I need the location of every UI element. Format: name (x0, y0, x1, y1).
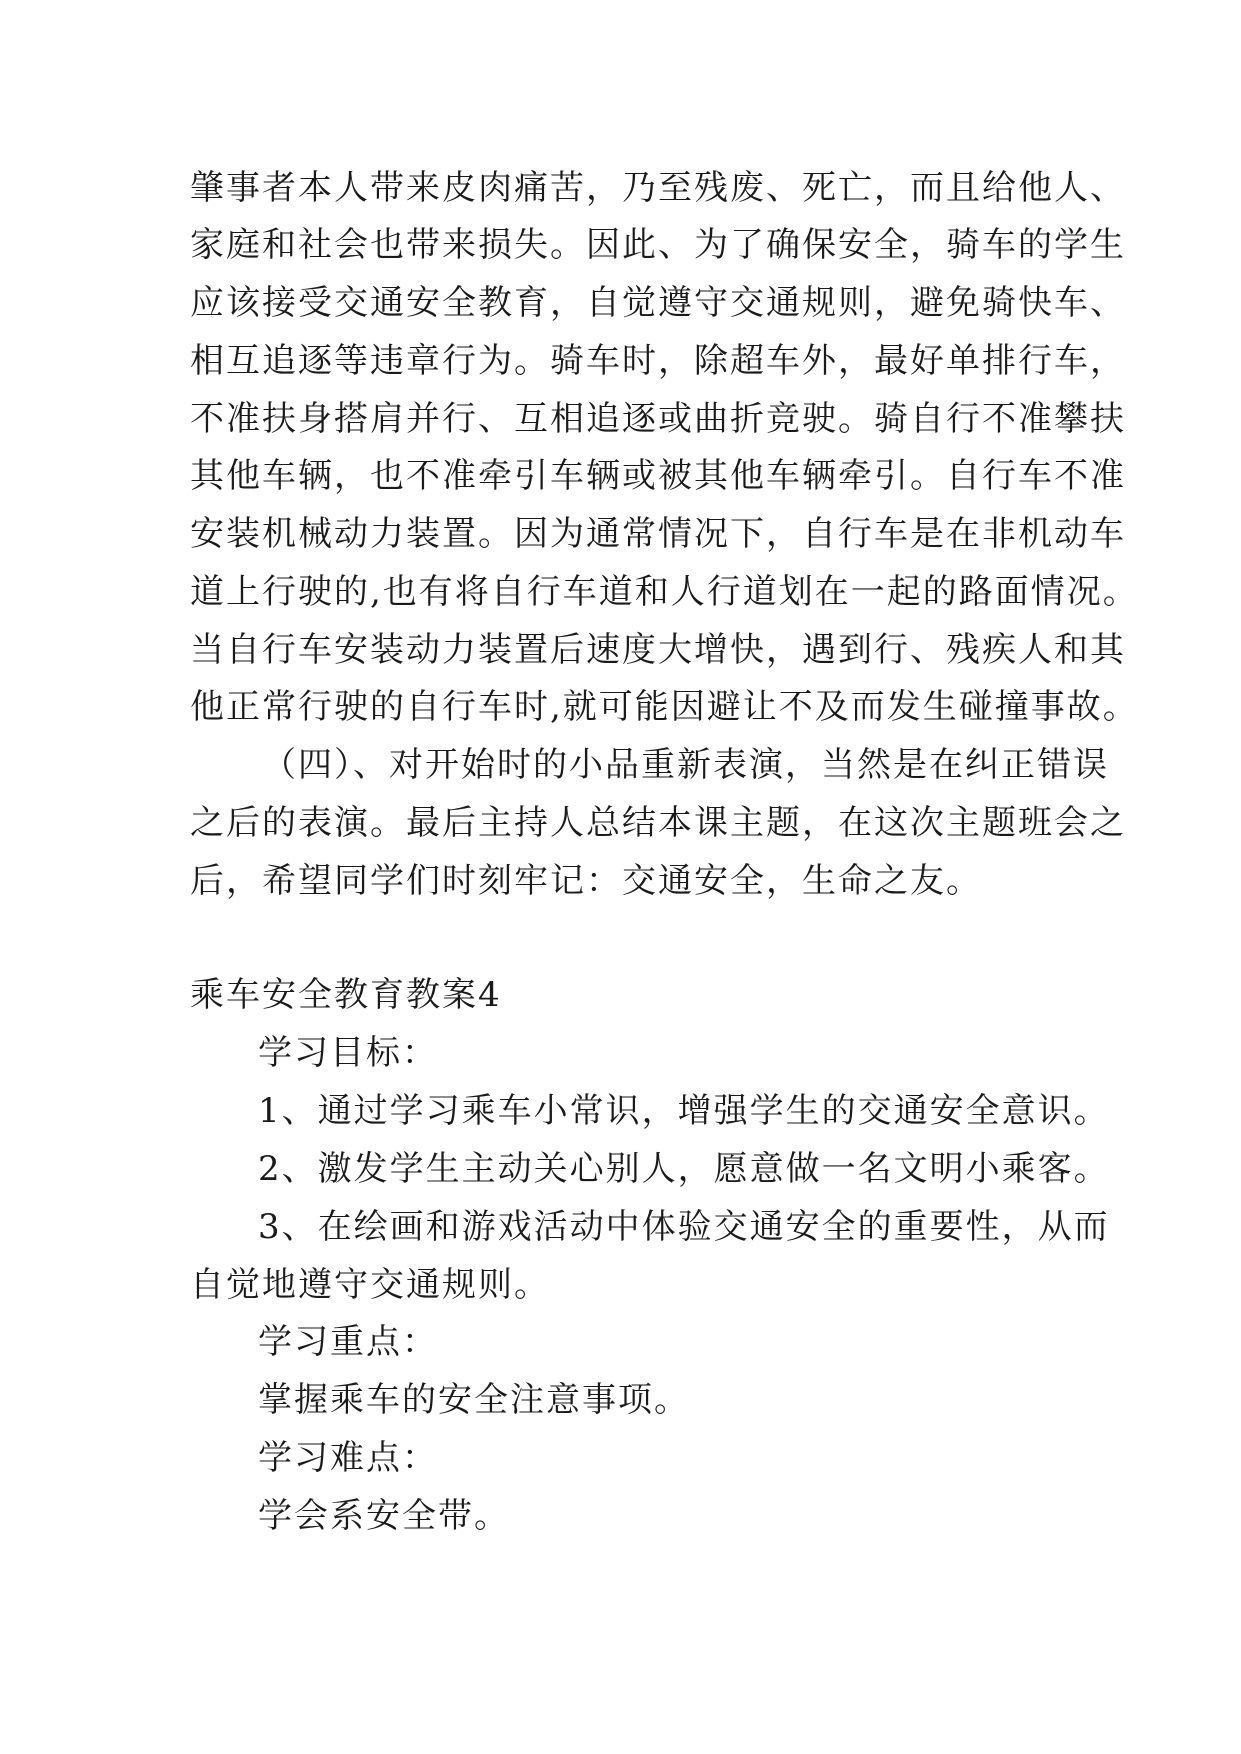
paragraph1-line-5: 不准扶身搭肩并行、互相追逐或曲折竞驶。骑自行不准攀扶 (190, 399, 1126, 439)
paragraph2-line-1: （四）、对开始时的小品重新表演，当然是在纠正错误 (262, 745, 1109, 785)
paragraph1-line-10: 他正常行驶的自行车时,就可能因避让不及而发生碰撞事故。 (190, 687, 1139, 727)
difficulties-text: 学会系安全带。 (258, 1496, 510, 1536)
difficulties-heading: 学习难点： (258, 1438, 438, 1478)
paragraph1-line-7: 安装机械动力装置。因为通常情况下，自行车是在非机动车 (190, 514, 1126, 554)
objective-item-2: 2、激发学生主动关心别人，愿意做一名文明小乘客。 (258, 1149, 1110, 1189)
paragraph1-line-9: 当自行车安装动力装置后速度大增快，遇到行、残疾人和其 (190, 630, 1126, 670)
paragraph1-line-3: 应该接受交通安全教育，自觉遵守交通规则，避免骑快车、 (190, 283, 1126, 323)
paragraph1-line-4: 相互追逐等违章行为。骑车时，除超车外，最好单排行车， (190, 341, 1126, 381)
section-title: 乘车安全教育教案4 (190, 975, 502, 1015)
paragraph1-line-8: 道上行驶的,也有将自行车道和人行道划在一起的路面情况。 (190, 572, 1139, 612)
paragraph1-line-1: 肇事者本人带来皮肉痛苦，乃至残废、死亡，而且给他人、 (190, 168, 1126, 208)
paragraph2-line-2: 之后的表演。最后主持人总结本课主题，在这次主题班会之 (190, 803, 1126, 843)
objectives-heading: 学习目标： (258, 1033, 438, 1073)
key-points-heading: 学习重点： (258, 1322, 438, 1362)
paragraph1-line-6: 其他车辆，也不准牵引车辆或被其他车辆牵引。自行车不准 (190, 456, 1126, 496)
objective-item-1: 1、通过学习乘车小常识，增强学生的交通安全意识。 (258, 1091, 1110, 1131)
paragraph2-line-3: 后，希望同学们时刻牢记：交通安全，生命之友。 (190, 861, 982, 901)
paragraph1-line-2: 家庭和社会也带来损失。因此、为了确保安全，骑车的学生 (190, 225, 1126, 265)
key-points-text: 掌握乘车的安全注意事项。 (258, 1380, 690, 1420)
objective-item-3-line-2: 自觉地遵守交通规则。 (190, 1265, 550, 1305)
objective-item-3-line-1: 3、在绘画和游戏活动中体验交通安全的重要性，从而 (258, 1207, 1110, 1247)
